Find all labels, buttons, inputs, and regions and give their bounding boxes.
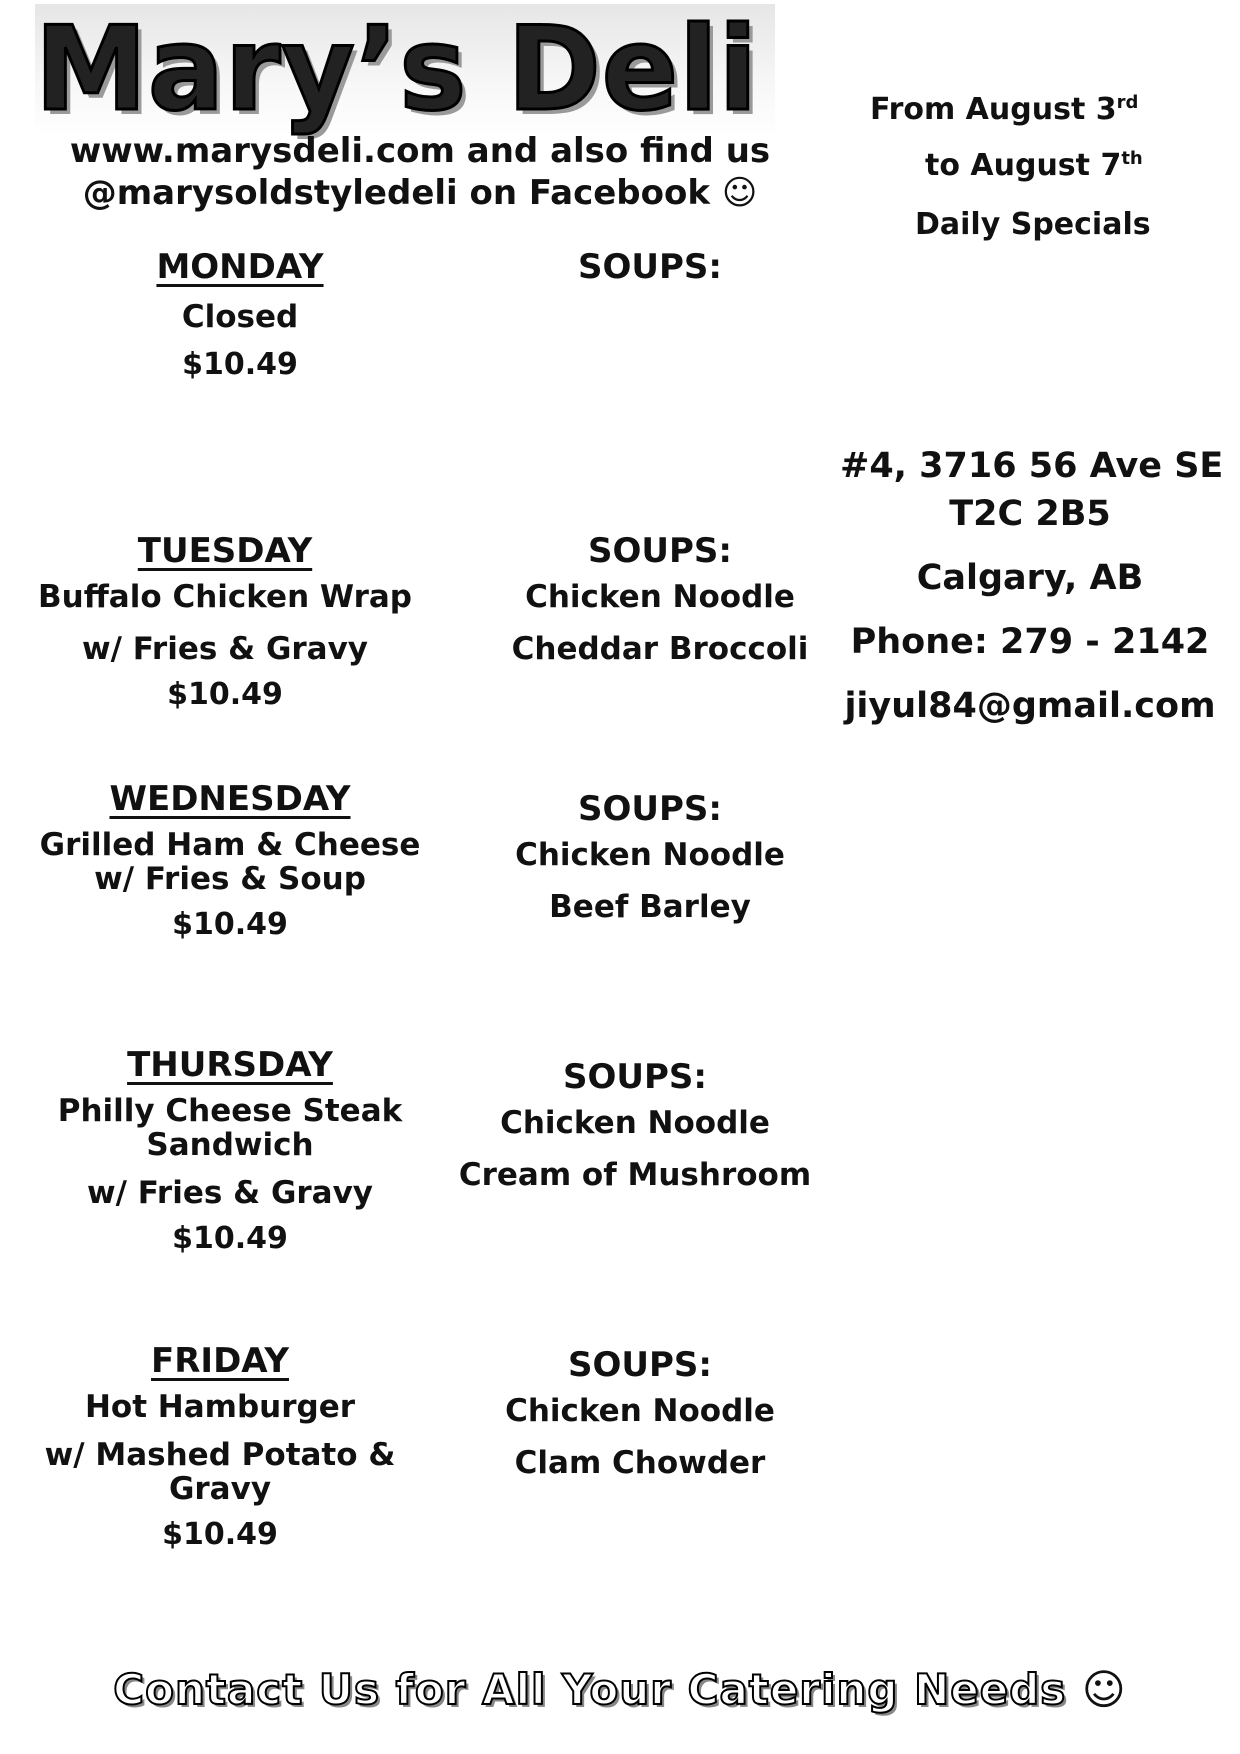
soup-item: Cream of Mushroom	[458, 1157, 812, 1193]
soup-item: Beef Barley	[549, 889, 751, 925]
day-name: THURSDAY	[127, 1045, 333, 1085]
day-item-line: w/ Fries & Gravy	[81, 631, 369, 667]
email-address: jiyul84@gmail.com	[844, 686, 1216, 726]
address-line-1: #4, 3716 56 Ave SE	[840, 446, 1224, 486]
address-postal-code: T2C 2B5	[949, 494, 1111, 534]
day-block-thursday	[30, 1042, 430, 1256]
date-to	[925, 146, 1143, 186]
soup-item: Chicken Noodle	[515, 837, 785, 873]
soup-label: SOUPS:	[577, 789, 722, 829]
soups-friday	[440, 1342, 840, 1480]
soup-label: SOUPS:	[587, 531, 732, 571]
date-from-suffix: rd	[1116, 92, 1139, 113]
day-name: FRIDAY	[151, 1341, 289, 1381]
day-item-line: w/ Mashed Potato &	[44, 1437, 396, 1473]
daily-specials-label: Daily Specials	[915, 207, 1151, 242]
soup-item: Chicken Noodle	[500, 1105, 770, 1141]
soup-item: Clam Chowder	[514, 1445, 766, 1481]
soups-wednesday	[450, 786, 850, 924]
day-item-line: w/ Fries & Gravy	[86, 1175, 374, 1211]
contact-block	[840, 442, 1224, 730]
day-block-tuesday	[25, 528, 425, 712]
footer-text: Contact Us for All Your Catering Needs	[113, 1665, 1067, 1714]
date-to-text: to August 7	[925, 148, 1122, 183]
soup-item: Cheddar Broccoli	[511, 631, 809, 667]
day-item-line: Sandwich	[146, 1127, 314, 1163]
address-city: Calgary, AB	[916, 558, 1144, 598]
day-item-line: Philly Cheese Steak	[57, 1093, 403, 1129]
facebook-line: @marysoldstyledeli on Facebook ☺	[82, 173, 758, 213]
soup-item: Chicken Noodle	[505, 1393, 775, 1429]
day-name: TUESDAY	[137, 531, 313, 571]
day-item-line: w/ Fries & Soup	[94, 861, 366, 897]
day-price: $10.49	[162, 1517, 278, 1552]
day-block-friday	[20, 1338, 420, 1552]
day-price: $10.49	[167, 677, 283, 712]
logo-text: Mary’s Deli	[35, 2, 759, 137]
smiley-icon: ☺	[1081, 1665, 1127, 1714]
day-price: $10.49	[172, 1221, 288, 1256]
date-from	[870, 90, 1138, 130]
logo	[35, 4, 775, 136]
soup-label: SOUPS:	[577, 247, 722, 287]
date-to-suffix: th	[1121, 148, 1143, 169]
soup-label: SOUPS:	[567, 1345, 712, 1385]
day-price: $10.49	[182, 347, 298, 382]
day-item-line: Grilled Ham & Cheese	[39, 827, 421, 863]
website-line: www.marysdeli.com and also find us	[69, 131, 771, 171]
day-name: MONDAY	[156, 247, 324, 287]
day-item-line: Closed	[181, 299, 299, 335]
day-name: WEDNESDAY	[109, 779, 351, 819]
phone-number: Phone: 279 - 2142	[850, 622, 1210, 662]
day-block-wednesday	[30, 776, 430, 942]
soup-label: SOUPS:	[562, 1057, 707, 1097]
soups-thursday	[435, 1054, 835, 1192]
day-item-line: Gravy	[168, 1471, 272, 1507]
catering-footer	[0, 1665, 1240, 1714]
soups-tuesday	[460, 528, 860, 666]
day-item-line: Hot Hamburger	[84, 1389, 356, 1425]
day-block-monday	[40, 244, 440, 382]
day-item-line: Buffalo Chicken Wrap	[38, 579, 412, 615]
date-from-text: From August 3	[870, 92, 1117, 127]
soup-item: Chicken Noodle	[525, 579, 795, 615]
day-price: $10.49	[172, 907, 288, 942]
